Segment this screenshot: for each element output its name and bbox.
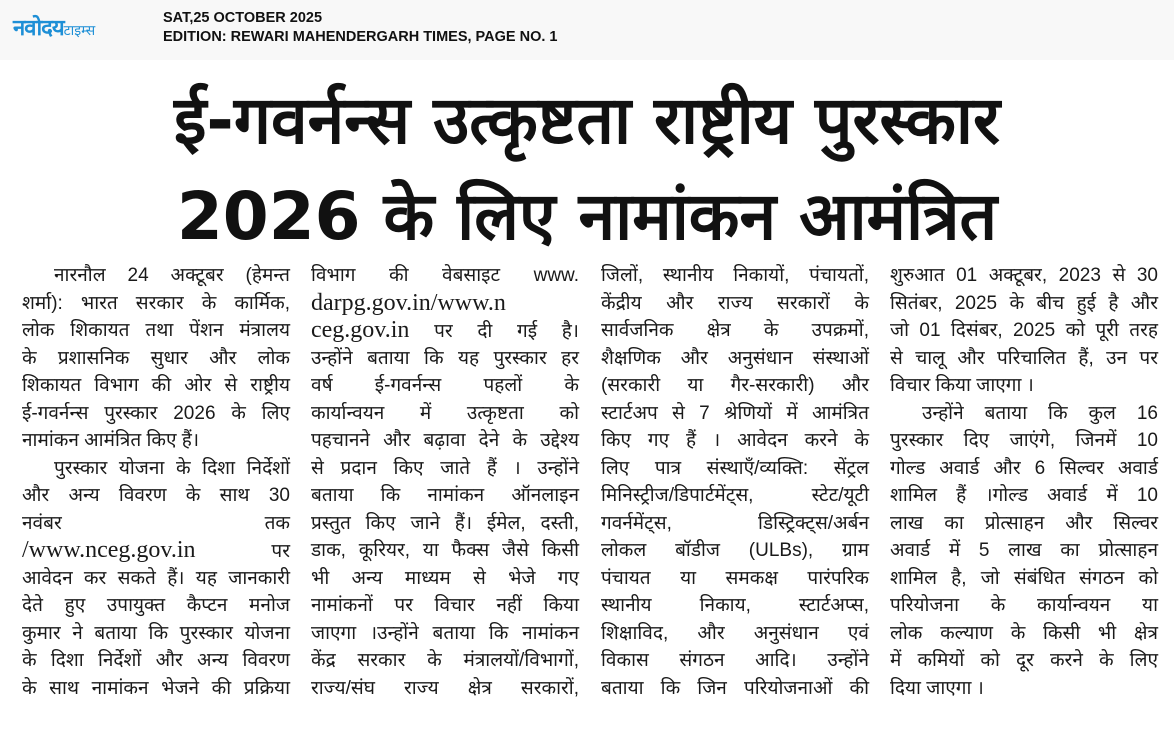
article-line: शर्मा): भारत सरकार के कार्मिक,: [22, 292, 290, 314]
url-text: ceg.gov.in: [311, 317, 410, 343]
article-line: केंद्रीय और राज्य सरकारों के: [601, 292, 869, 314]
article-column-3: [601, 262, 869, 702]
article-line: के प्रशासनिक सुधार और लोक: [22, 347, 290, 369]
article-column-4: [890, 262, 1158, 702]
article-line: लोकल बॉडीज (ULBs), ग्राम: [601, 540, 869, 561]
header-bar: [0, 0, 1174, 60]
article-line: ई-गवर्नन्स पुरस्कार 2026 के लिए: [22, 402, 290, 424]
article-line: नामांकनों पर विचार नहीं किया: [311, 595, 579, 616]
article-line: मिनिस्ट्रीज/डिपार्टमेंट्स, स्टेट/यूटी: [601, 485, 869, 506]
article-line: कार्यान्वयन में उत्कृष्टता को: [311, 402, 579, 424]
article-line: विचार किया जाएगा ।: [890, 375, 1034, 396]
article-line: गवर्नमेंट्स, डिस्ट्रिक्ट्स/अर्बन: [601, 512, 869, 534]
article-line: नामांकन आमंत्रित किए हैं।: [22, 430, 200, 451]
article-line: शामिल हैं ।गोल्ड अवार्ड में 10: [890, 485, 1158, 506]
article-line: उन्होंने बताया कि कुल 16: [922, 402, 1158, 424]
article-line: (सरकारी या गैर-सरकारी) और: [601, 375, 869, 396]
edition-date: SAT,25 OCTOBER 2025: [163, 10, 323, 26]
article-line: दिया जाएगा ।: [890, 677, 984, 699]
article-line: बताया कि नामांकन ऑनलाइन: [311, 485, 579, 506]
logo-sub: टाइम्स: [63, 22, 96, 38]
edition-name: EDITION: REWARI MAHENDERGARH TIMES, PAGE NO. 1: [163, 29, 558, 45]
article-line: लाख का प्रोत्साहन और सिल्वर: [890, 512, 1158, 534]
article-line: लिए पात्र संस्थाएँ/व्यक्ति: सेंट्रल: [601, 457, 869, 479]
article-line: केंद्र सरकार के मंत्रालयों/विभागों,: [311, 650, 579, 671]
article-line: शिकायत विभाग की ओर से राष्ट्रीय: [22, 375, 290, 396]
article-line: जिलों, स्थानीय निकायों, पंचायतों,: [601, 265, 869, 286]
article-line: नारनौल 24 अक्टूबर (हेमन्त: [54, 265, 290, 286]
article-line: विकास संगठन आदि। उन्होंने: [601, 650, 869, 671]
article-line: ceg.gov.in पर दी गई है।: [311, 317, 579, 343]
article-line: जो 01 दिसंबर, 2025 को पूरी तरह: [890, 320, 1158, 341]
article-column-2: [311, 262, 579, 702]
article-line: नवंबर तक: [22, 512, 290, 534]
article-line: किए गए हैं । आवेदन करने के: [601, 430, 869, 451]
article-line: भी अन्य माध्यम से भेजे गए: [311, 567, 579, 589]
article-line: विभाग की वेबसाइट www.: [311, 265, 579, 286]
article-line: सितंबर, 2025 के बीच हुई है और: [890, 292, 1158, 314]
article-line: डाक, कूरियर, या फैक्स जैसे किसी: [311, 540, 579, 561]
article-line: शुरुआत 01 अक्टूबर, 2023 से 30: [890, 265, 1158, 286]
article-line: परियोजना के कार्यान्वयन या: [890, 595, 1158, 616]
article-line: पहचानने और बढ़ावा देने के उद्देश्य: [311, 430, 579, 451]
article-line: से चालू और परिचालित हैं, उन पर: [890, 347, 1158, 369]
article-line: अवार्ड में 5 लाख का प्रोत्साहन: [890, 540, 1158, 561]
article-line: आवेदन कर सकते हैं। यह जानकारी: [22, 567, 290, 589]
edition-info: [163, 9, 557, 47]
headline-line-1: ई-गवर्नन्स उत्कृष्टता राष्ट्रीय पुरस्कार: [174, 82, 1000, 159]
article-line: से प्रदान किए जाते हैं । उन्होंने: [311, 457, 579, 479]
article-line: वर्ष ई-गवर्नन्स पहलों के: [311, 375, 579, 396]
article-line: के साथ नामांकन भेजने की प्रक्रिया: [22, 677, 290, 699]
logo-main: नवोदय: [13, 15, 64, 40]
article-line: देते हुए उपायुक्त कैप्टन मनोज: [22, 595, 290, 616]
article-line: कुमार ने बताया कि पुरस्कार योजना: [22, 622, 290, 644]
newspaper-logo: [13, 12, 95, 42]
url-text: darpg.gov.in/www.n: [311, 289, 506, 316]
article-line: के दिशा निर्देशों और अन्य विवरण: [22, 650, 290, 671]
article-line: जाएगा ।उन्होंने बताया कि नामांकन: [311, 622, 579, 644]
article-line: शैक्षणिक और अनुसंधान संस्थाओं: [601, 347, 869, 369]
article-line: [311, 290, 579, 318]
article-line: शामिल है, जो संबंधित संगठन को: [890, 567, 1158, 589]
article-column-1: [22, 262, 290, 702]
article-line: लोक शिकायत तथा पेंशन मंत्रालय: [22, 320, 290, 341]
article-line: पुरस्कार दिए जाएंगे, जिनमें 10: [890, 430, 1158, 451]
url-text: /www.nceg.gov.in: [22, 537, 196, 563]
article-line: पंचायत या समकक्ष पारंपरिक: [601, 567, 869, 589]
article-line: लोक कल्याण के किसी भी क्षेत्र: [890, 622, 1158, 644]
article-line: राज्य/संघ राज्य क्षेत्र सरकारों,: [311, 677, 579, 699]
article-line: बताया कि जिन परियोजनाओं की: [601, 677, 869, 699]
article-line: उन्होंने बताया कि यह पुरस्कार हर: [311, 347, 579, 369]
article-line: गोल्ड अवार्ड और 6 सिल्वर अवार्ड: [890, 457, 1158, 479]
article-line: में कमियों को दूर करने के लिए: [890, 650, 1158, 671]
article-line: और अन्य विवरण के साथ 30: [22, 485, 290, 506]
article-line: स्टार्टअप से 7 श्रेणियों में आमंत्रित: [601, 402, 869, 424]
headline-line-2: 2026 के लिए नामांकन आमंत्रित: [176, 178, 998, 255]
article-line: सार्वजनिक क्षेत्र के उपक्रमों,: [601, 320, 869, 341]
article-line: स्थानीय निकाय, स्टार्टअप्स,: [601, 595, 869, 616]
article-line: शिक्षाविद, और अनुसंधान एवं: [601, 622, 869, 644]
article-line: पुरस्कार योजना के दिशा निर्देशों: [54, 457, 290, 479]
article-line: /www.nceg.gov.in पर: [22, 537, 290, 563]
article-line: प्रस्तुत किए जाने हैं। ईमेल, दस्ती,: [311, 512, 579, 534]
